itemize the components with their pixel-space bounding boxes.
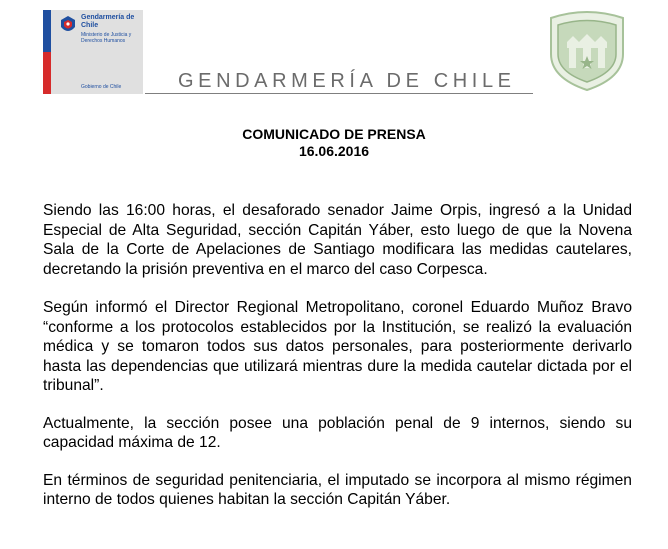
press-date: 16.06.2016 <box>298 143 370 159</box>
press-heading <box>0 126 668 160</box>
paragraph: Actualmente, la sección posee una población penal de 9 internos, siendo su capacidad máxima de 12. <box>43 414 632 451</box>
org-title: GENDARMERÍA DE CHILE <box>178 70 516 92</box>
gendarmeria-logo <box>43 10 143 94</box>
flag-bar <box>43 10 51 94</box>
paragraph: Siendo las 16:00 horas, el desaforado senador Jaime Orpis, ingresó a la Unidad Especial de Alta Seguridad, sección Capitán Yáber, esto luego de que la Novena Sala de la Corte de Apelaciones de Santiago modificara las medidas cautelares, decretando la prisión preventiva en el marco del caso Corpesca. <box>43 202 632 278</box>
gendarmeria-shield-icon <box>543 8 631 93</box>
logo-ministry: Ministerio de Justicia y Derechos Humanos <box>81 32 132 44</box>
logo-name: Gendarmería de Chile <box>81 14 135 29</box>
logo-government: Gobierno de Chile <box>81 84 122 90</box>
header-divider <box>145 93 533 94</box>
paragraph: En términos de seguridad penitenciaria, el imputado se incorpora al mismo régimen interno de todos quienes habitan la sección Capitán Yáber. <box>43 471 632 508</box>
paragraph: Según informó el Director Regional Metropolitano, coronel Eduardo Muñoz Bravo “conforme a los protocolos establecidos por la Institución, se realizó la evaluación médica y se tomaron todos sus datos personales, para posteriormente derivarlo hasta las dependencias que utilizará mientras dure la medida cautelar dictada por el tribunal”. <box>43 299 632 394</box>
press-body <box>43 201 632 529</box>
chile-coat-of-arms-icon <box>57 14 79 36</box>
logo-panel <box>51 10 143 94</box>
press-title: COMUNICADO DE PRENSA <box>242 126 426 142</box>
